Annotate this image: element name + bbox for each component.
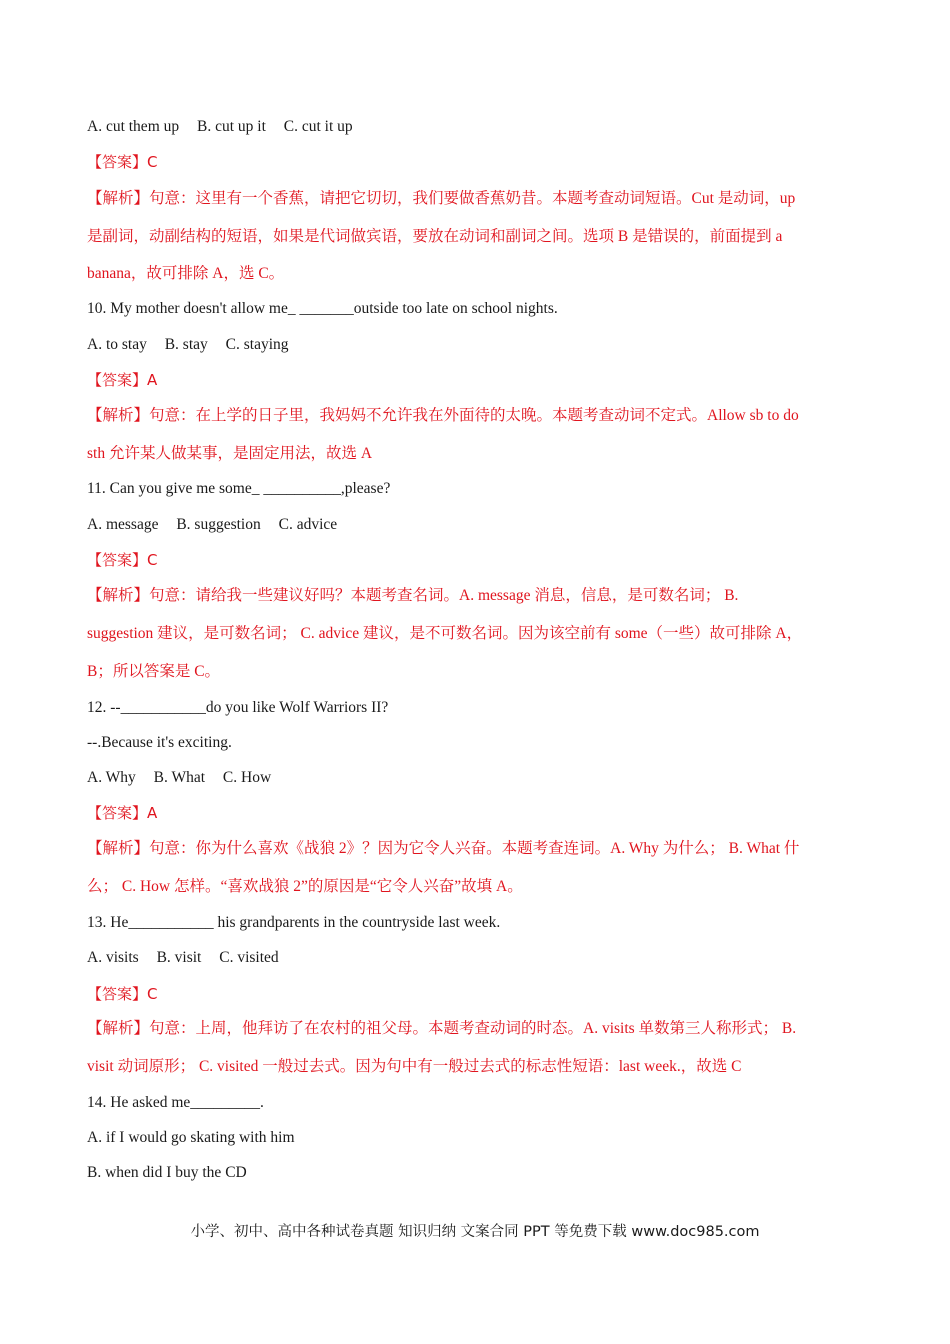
q9-answer: 【答案】C [87,153,158,171]
q12-question: 12. --___________do you like Wolf Warriors II? [87,699,389,716]
q11-analysis-line-1: 【解析】句意：请给我一些建议好吗？本题考查名词。A. message 消息，信息，是可数名词； B. [87,587,739,604]
option-c: C. staying [225,336,289,353]
q12-options [87,768,890,788]
option-b: B. cut up it [197,118,266,135]
q10-options [87,335,890,355]
q9-analysis-line-1: 【解析】句意：这里有一个香蕉，请把它切切，我们要做香蕉奶昔。本题考查动词短语。Cut 是动词，up [87,190,796,207]
q12-answer: 【答案】A [87,804,158,822]
option-a: A. message [87,516,159,533]
option-a: A. cut them up [87,118,180,135]
q10-analysis-line-1: 【解析】句意：在上学的日子里，我妈妈不允许我在外面待的太晚。本题考查动词不定式。Allow sb to do [87,407,799,424]
option-c: C. cut it up [283,118,353,135]
option-c: C. visited [219,949,279,966]
q13-answer: 【答案】C [87,985,158,1003]
q11-options [87,515,890,535]
option-b: B. What [153,769,206,786]
q10-question: 10. My mother doesn't allow me_ _______outside too late on school nights. [87,300,558,317]
q12-analysis-line-2: 么； C. How 怎样。“喜欢战狼 2”的原因是“它令人兴奋”故填 A。 [87,878,523,895]
option-a: A. to stay [87,336,147,353]
q9-options [87,117,890,137]
q11-analysis-line-3: B；所以答案是 C。 [87,663,221,680]
option-a: A. Why [87,769,136,786]
q9-analysis-line-3: banana，故可排除 A，选 C。 [87,265,285,282]
q11-analysis-line-2: suggestion 建议，是可数名词； C. advice 建议，是不可数名词。因为该空前有 some（一些）故可排除 A， [87,625,803,642]
q10-analysis-line-2: sth 允许某人做某事，是固定用法，故选 A [87,445,373,462]
option-b: B. stay [164,336,208,353]
q14-option-b: B. when did I buy the CD [87,1164,247,1181]
q11-answer: 【答案】C [87,551,158,569]
q14-question: 14. He asked me_________. [87,1094,264,1111]
q13-question: 13. He___________ his grandparents in the countryside last week. [87,914,501,931]
q12-reply: --.Because it's exciting. [87,734,232,751]
q11-question: 11. Can you give me some_ __________,please? [87,480,391,497]
q9-analysis-line-2: 是副词，动副结构的短语，如果是代词做宾语，要放在动词和副词之间。选项 B 是错误的，前面提到 a [87,228,783,245]
page-footer: 小学、初中、高中各种试卷真题 知识归纳 文案合同 PPT 等免费下载 www.doc985.com [190,1224,760,1240]
q13-analysis-line-1: 【解析】句意：上周，他拜访了在农村的祖父母。本题考查动词的时态。A. visits 单数第三人称形式； B. [87,1020,797,1037]
option-c: C. How [222,769,272,786]
option-c: C. advice [278,516,338,533]
q13-options [87,948,890,968]
option-b: B. visit [156,949,202,966]
q14-option-a: A. if I would go skating with him [87,1129,295,1146]
q13-analysis-line-2: visit 动词原形； C. visited 一般过去式。因为句中有一般过去式的标志性短语：last week.，故选 C [87,1058,742,1075]
option-a: A. visits [87,949,139,966]
option-b: B. suggestion [176,516,261,533]
q12-analysis-line-1: 【解析】句意：你为什么喜欢《战狼 2》？因为它令人兴奋。本题考查连词。A. Why 为什么； B. What 什 [87,840,800,857]
q10-answer: 【答案】A [87,371,158,389]
